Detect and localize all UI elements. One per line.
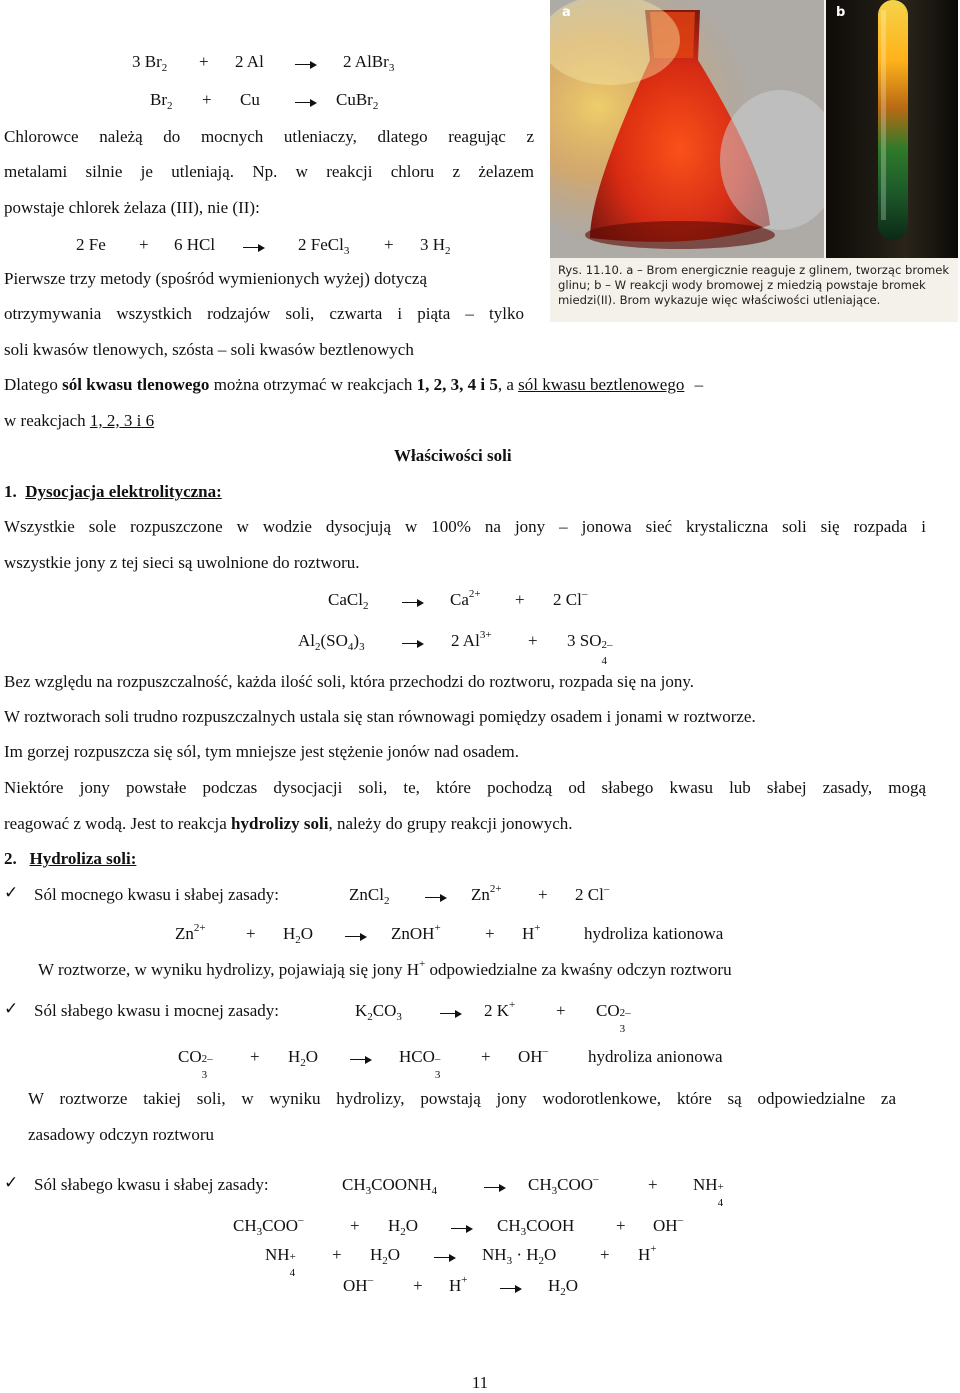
- formula-part: [343, 1274, 374, 1295]
- text-fragment: +: [332, 1245, 342, 1264]
- text-fragment: 4: [289, 1267, 296, 1279]
- text-fragment: Sól mocnego kwasu i słabej zasady:: [34, 885, 280, 904]
- text-fragment: 4: [431, 1185, 438, 1197]
- text-fragment: COOH: [526, 1216, 575, 1235]
- text-fragment: OH: [343, 1276, 368, 1295]
- text-fragment: W roztworze, w wyniku hydrolizy, pojawiają się jony H: [38, 960, 419, 979]
- text-fragment: CH: [233, 1216, 257, 1235]
- paragraph-methods: [4, 376, 703, 393]
- text-fragment: +: [413, 1276, 423, 1295]
- text-fragment: 3: [520, 1226, 527, 1238]
- text-fragment: +: [419, 958, 426, 970]
- text-fragment: Dysocjacja elektrolityczna:: [25, 482, 222, 501]
- text-fragment: COO: [262, 1216, 299, 1235]
- formula-part: [349, 885, 390, 907]
- text-fragment: CO: [178, 1047, 202, 1066]
- text-fragment: –: [593, 1173, 599, 1185]
- text-fragment: 3: [256, 1226, 263, 1238]
- text-fragment: O: [565, 1276, 579, 1295]
- text-fragment: 4: [601, 655, 607, 667]
- formula-part: [449, 1274, 468, 1295]
- text-fragment: H: [449, 1276, 462, 1295]
- text-fragment: hydrolizy soli: [231, 814, 329, 833]
- text-fragment: O: [305, 1047, 319, 1066]
- text-fragment: , a: [497, 375, 519, 394]
- text-fragment: 2 Cl: [575, 885, 604, 904]
- formula-part: [425, 893, 447, 903]
- formula-part: [497, 1216, 575, 1238]
- text-fragment: 2: [300, 1057, 306, 1069]
- text-fragment: 2: [295, 934, 301, 946]
- formula-part: [233, 1214, 304, 1238]
- text-fragment: hydroliza anionowa: [588, 1047, 723, 1066]
- text-fragment: Br: [150, 90, 167, 109]
- text-fragment: +: [202, 90, 212, 109]
- text-fragment: –: [298, 1214, 304, 1226]
- formula-part: [693, 1175, 730, 1209]
- formula-part: [567, 631, 613, 667]
- text-fragment: Dlatego: [4, 375, 63, 394]
- arrow-icon: [500, 1279, 522, 1296]
- text-fragment: 4: [347, 641, 354, 653]
- text-fragment: 2–: [619, 1007, 631, 1019]
- text-fragment: ZnCl: [349, 885, 384, 904]
- text-fragment: Sól słabego kwasu i mocnej zasady:: [34, 1001, 280, 1020]
- text-fragment: +: [434, 922, 441, 934]
- text-fragment: Ca: [450, 590, 469, 609]
- formula-part: [38, 958, 732, 979]
- text-fragment: 2+: [489, 883, 502, 895]
- formula-part: [295, 60, 317, 70]
- text-fragment: 3: [388, 62, 395, 74]
- text-fragment: +: [556, 1001, 566, 1020]
- text-fragment: +: [528, 631, 538, 650]
- photo-bromine-copper: [826, 0, 958, 258]
- text-fragment: +: [534, 922, 541, 934]
- text-fragment: +: [384, 235, 394, 254]
- text-fragment: CO: [372, 1001, 397, 1020]
- text-fragment: H: [288, 1047, 301, 1066]
- formula-part: [150, 90, 173, 112]
- text-fragment: –: [542, 1045, 549, 1057]
- formula-part: [402, 598, 424, 608]
- text-fragment: +: [350, 1216, 360, 1235]
- text-fragment: H: [370, 1245, 383, 1264]
- formula-part: [482, 1245, 557, 1267]
- section-1-title: [4, 483, 222, 500]
- formula-part: [518, 1045, 549, 1066]
- text-fragment: +: [650, 1243, 657, 1255]
- formula-part: [391, 922, 441, 943]
- paragraph-line: [4, 815, 573, 832]
- text-fragment: ZnOH: [391, 924, 435, 943]
- text-fragment: H: [522, 924, 535, 943]
- arrow-icon: [440, 1004, 462, 1021]
- text-fragment: H: [526, 1245, 539, 1264]
- text-fragment: NH: [265, 1245, 290, 1264]
- text-fragment: 2: [362, 600, 369, 612]
- paragraph-line: metalami silnie je utleniają. Np. w reakcji chloru z żelazem: [4, 162, 534, 181]
- text-fragment: 3 Br: [132, 52, 162, 71]
- text-fragment: Sól słabego kwasu i słabej zasady:: [34, 1175, 269, 1194]
- formula-part: [653, 1214, 684, 1235]
- formula-part: [450, 588, 481, 609]
- paragraph-line: Chlorowce należą do mocnych utleniaczy, dlatego reagując z: [4, 127, 534, 146]
- text-fragment: 2: [383, 895, 390, 907]
- paragraph-line: soli kwasów tlenowych, szósta – soli kwasów beztlenowych: [4, 340, 414, 359]
- text-fragment: 1, 2, 3, 4 i 5: [416, 375, 498, 394]
- text-fragment: ·: [516, 1245, 522, 1264]
- figure-label-a: a: [562, 5, 571, 20]
- text-fragment: można otrzymać w reakcjach: [209, 375, 417, 394]
- text-fragment: 2: [560, 1286, 566, 1298]
- text-fragment: +: [199, 52, 209, 71]
- arrow-icon: [402, 593, 424, 610]
- check-icon: ✓: [4, 883, 19, 903]
- text-fragment: –: [581, 588, 588, 600]
- formula-part: [585, 221, 775, 249]
- formula-part: [343, 52, 395, 74]
- text-fragment: O: [544, 1245, 557, 1264]
- text-fragment: sól kwasu tlenowego: [62, 375, 210, 394]
- text-fragment: 2–: [601, 639, 613, 651]
- text-fragment: 1, 2, 3 i 6: [89, 411, 155, 430]
- text-fragment: COONH: [371, 1175, 432, 1194]
- text-fragment: Hydroliza soli:: [29, 849, 137, 868]
- page-number: 11: [471, 1373, 489, 1392]
- paragraph-line: wszystkie jony z tej sieci są uwolnione do roztworu.: [4, 553, 360, 572]
- text-fragment: H: [283, 924, 296, 943]
- text-fragment: +: [250, 1047, 260, 1066]
- text-fragment: +: [481, 1047, 491, 1066]
- arrow-icon: [295, 93, 317, 110]
- arrow-icon: [484, 1178, 506, 1195]
- arrow-icon: [451, 1219, 473, 1236]
- text-fragment: +: [648, 1175, 658, 1194]
- section-2-title: [4, 850, 136, 867]
- check-icon: ✓: [4, 1173, 19, 1193]
- text-fragment: 3: [396, 1011, 402, 1023]
- formula-part: [288, 1047, 319, 1069]
- formula-part: [596, 1001, 634, 1035]
- text-fragment: 2 FeCl: [298, 235, 344, 254]
- formula-part: [471, 883, 502, 904]
- paragraph-line: Bez względu na rozpuszczalność, każda ilość soli, która przechodzi do roztworu, rozpada się na jony.: [4, 672, 694, 691]
- arrow-icon: [295, 55, 317, 72]
- figure-caption: Rys. 11.10. a – Brom energicznie reaguje z glinem, tworząc bromek glinu; b – W reakcji wody bromowej z miedzią powstaje bromek miedzi(II). Brom wykazuje więc właściwości utleniające.: [558, 263, 950, 307]
- text-fragment: 4: [717, 1197, 724, 1209]
- paragraph-line: Pierwsze trzy metody (spośród wymienionych wyżej) dotyczą: [4, 269, 427, 288]
- text-fragment: 3: [365, 1185, 372, 1197]
- text-fragment: 2+: [193, 922, 206, 934]
- paragraph-line: W roztworach soli trudno rozpuszczalnych ustala się stan równowagi pomiędzy osadem i jonami w roztworze.: [4, 707, 756, 726]
- text-fragment: O: [387, 1245, 401, 1264]
- text-fragment: +: [509, 999, 516, 1011]
- formula-part: [243, 243, 265, 253]
- photo-bromine-aluminium: [550, 0, 824, 258]
- text-fragment: 2: [372, 100, 379, 112]
- text-fragment: –: [434, 1053, 441, 1065]
- text-fragment: 3: [343, 245, 350, 257]
- text-fragment: NH: [482, 1245, 507, 1264]
- text-fragment: 3: [506, 1255, 513, 1267]
- text-fragment: +: [515, 590, 525, 609]
- formula-part: [522, 922, 541, 943]
- text-fragment: (SO: [320, 631, 348, 650]
- text-fragment: K: [355, 1001, 368, 1020]
- text-fragment: –: [367, 1274, 374, 1286]
- text-fragment: w reakcjach: [4, 411, 90, 430]
- arrow-icon: [402, 634, 424, 651]
- paragraph-methods-2: [4, 412, 154, 429]
- text-fragment: odpowiedzialne za kwaśny odczyn roztworu: [425, 960, 732, 979]
- text-fragment: H: [638, 1245, 651, 1264]
- text-fragment: Al: [298, 631, 315, 650]
- text-fragment: CH: [528, 1175, 552, 1194]
- text-fragment: 2 K: [484, 1001, 510, 1020]
- text-fragment: +: [139, 235, 149, 254]
- formula-part: [399, 1047, 447, 1081]
- formula-part: [295, 98, 317, 108]
- formula-part: [345, 932, 367, 942]
- text-fragment: 2: [382, 1255, 388, 1267]
- text-fragment: +: [717, 1181, 724, 1193]
- arrow-icon: [425, 888, 447, 905]
- text-fragment: 2–: [201, 1053, 213, 1065]
- formula-part: [402, 639, 424, 649]
- formula-part: [575, 883, 610, 904]
- text-fragment: 2: [538, 1255, 545, 1267]
- text-fragment: 3: [551, 1185, 558, 1197]
- arrow-icon: [345, 927, 367, 944]
- text-fragment: O: [300, 924, 314, 943]
- text-fragment: 2: [167, 100, 173, 112]
- text-fragment: +: [538, 885, 548, 904]
- text-fragment: CuBr: [336, 90, 373, 109]
- formula-part: [440, 1009, 462, 1019]
- paragraph-line: Wszystkie sole rozpuszczone w wodzie dysocjują w 100% na jony – jonowa sieć krystaliczna soli się rozpada i: [4, 517, 926, 536]
- text-fragment: H: [548, 1276, 561, 1295]
- text-fragment: H: [388, 1216, 401, 1235]
- formula-part: [342, 1175, 438, 1197]
- formula-part: [178, 1047, 216, 1081]
- text-fragment: sól kwasu beztlenowego: [518, 375, 685, 394]
- paragraph-line: otrzymywania wszystkich rodzajów soli, czwarta i piąta – tylko: [4, 304, 524, 323]
- text-fragment: +: [485, 924, 495, 943]
- formula-part: [283, 924, 314, 946]
- text-fragment: CH: [342, 1175, 366, 1194]
- formula-part: [420, 235, 451, 257]
- text-fragment: 2: [400, 1226, 406, 1238]
- text-fragment: –: [690, 375, 704, 394]
- formula-part: [298, 631, 365, 653]
- text-fragment: +: [246, 924, 256, 943]
- text-fragment: 3: [201, 1069, 208, 1081]
- formula-part: [175, 922, 206, 943]
- figure-label-b: b: [836, 5, 846, 20]
- text-fragment: 2 Cl: [553, 590, 582, 609]
- text-fragment: 3 H: [420, 235, 446, 254]
- text-fragment: 2: [161, 62, 168, 74]
- formula-part: [370, 1245, 401, 1267]
- formula-part: [132, 52, 168, 74]
- text-fragment: Cu: [240, 90, 260, 109]
- text-fragment: 3+: [479, 629, 492, 641]
- formula-part: [355, 1001, 402, 1023]
- paragraph-line: Im gorzej rozpuszcza się sól, tym mniejsze jest stężenie jonów nad osadem.: [4, 742, 520, 761]
- formula-part: [638, 1243, 657, 1264]
- text-fragment: Zn: [175, 924, 194, 943]
- formula-part: [500, 1284, 522, 1294]
- text-fragment: 3: [619, 1023, 626, 1035]
- formula-part: [336, 90, 379, 112]
- formula-part: [451, 629, 492, 650]
- text-fragment: 3 SO: [567, 631, 602, 650]
- formula-part: [484, 999, 516, 1020]
- arrow-icon: [350, 1050, 372, 1067]
- text-fragment: –: [603, 883, 610, 895]
- text-fragment: OH: [518, 1047, 543, 1066]
- text-fragment: 2: [445, 245, 451, 257]
- formula-part: [484, 1183, 506, 1193]
- formula-part: [553, 588, 588, 609]
- text-fragment: reagować z wodą. Jest to reakcja: [4, 814, 232, 833]
- formula-part: [451, 1224, 473, 1234]
- arrow-icon: [243, 238, 265, 255]
- paragraph-line: powstaje chlorek żelaza (III), nie (II):: [4, 198, 260, 217]
- text-fragment: COO: [557, 1175, 594, 1194]
- text-fragment: 6 HCl: [174, 235, 216, 254]
- text-fragment: 3: [434, 1069, 441, 1081]
- formula-part: [388, 1216, 419, 1238]
- text-fragment: CO: [596, 1001, 620, 1020]
- text-fragment: , należy do grupy reakcji jonowych.: [328, 814, 573, 833]
- formula-part: [298, 235, 350, 257]
- formula-part: [528, 1173, 599, 1197]
- text-fragment: OH: [653, 1216, 678, 1235]
- text-fragment: 2: [315, 641, 321, 653]
- formula-part: [328, 590, 369, 612]
- text-fragment: 1.: [4, 482, 17, 501]
- test-tube-illustration: [826, 0, 958, 258]
- text-fragment: HCO: [399, 1047, 435, 1066]
- section-heading: Właściwości soli: [394, 446, 512, 465]
- text-fragment: zasadowy odczyn roztworu: [28, 1125, 214, 1144]
- paragraph-line: Niektóre jony powstałe podczas dysocjacji soli, te, które pochodzą od słabego kwasu lub słabej zasady, mogą: [4, 778, 926, 797]
- text-fragment: 3: [359, 641, 365, 653]
- text-fragment: 2 Al: [451, 631, 480, 650]
- text-fragment: +: [289, 1251, 296, 1263]
- arrow-icon: [434, 1248, 456, 1265]
- figure: [550, 0, 958, 322]
- text-fragment: W roztworze takiej soli, w wyniku hydrolizy, powstają jony wodorotlenkowe, które są odpowiedzialne za: [28, 1089, 896, 1108]
- text-fragment: 2 AlBr: [343, 52, 389, 71]
- text-fragment: ): [353, 631, 360, 650]
- text-fragment: 2 Al: [235, 52, 264, 71]
- text-fragment: NH: [693, 1175, 718, 1194]
- text-fragment: 2.: [4, 849, 17, 868]
- text-fragment: CH: [497, 1216, 521, 1235]
- check-icon: ✓: [4, 999, 19, 1019]
- text-fragment: CaCl: [328, 590, 363, 609]
- text-fragment: O: [405, 1216, 419, 1235]
- formula-part: [265, 1245, 302, 1279]
- formula-part: [548, 1276, 579, 1298]
- text-fragment: 2+: [468, 588, 481, 600]
- text-fragment: hydroliza kationowa: [584, 924, 724, 943]
- formula-part: [350, 1055, 372, 1065]
- text-fragment: +: [600, 1245, 610, 1264]
- text-fragment: –: [677, 1214, 684, 1226]
- text-fragment: 2 Fe: [76, 235, 106, 254]
- formula-part: [881, 10, 886, 220]
- text-fragment: Zn: [471, 885, 490, 904]
- text-fragment: 2: [367, 1011, 373, 1023]
- formula-part: [434, 1253, 456, 1263]
- text-fragment: +: [616, 1216, 626, 1235]
- text-fragment: +: [461, 1274, 468, 1286]
- flask-illustration: [550, 0, 824, 258]
